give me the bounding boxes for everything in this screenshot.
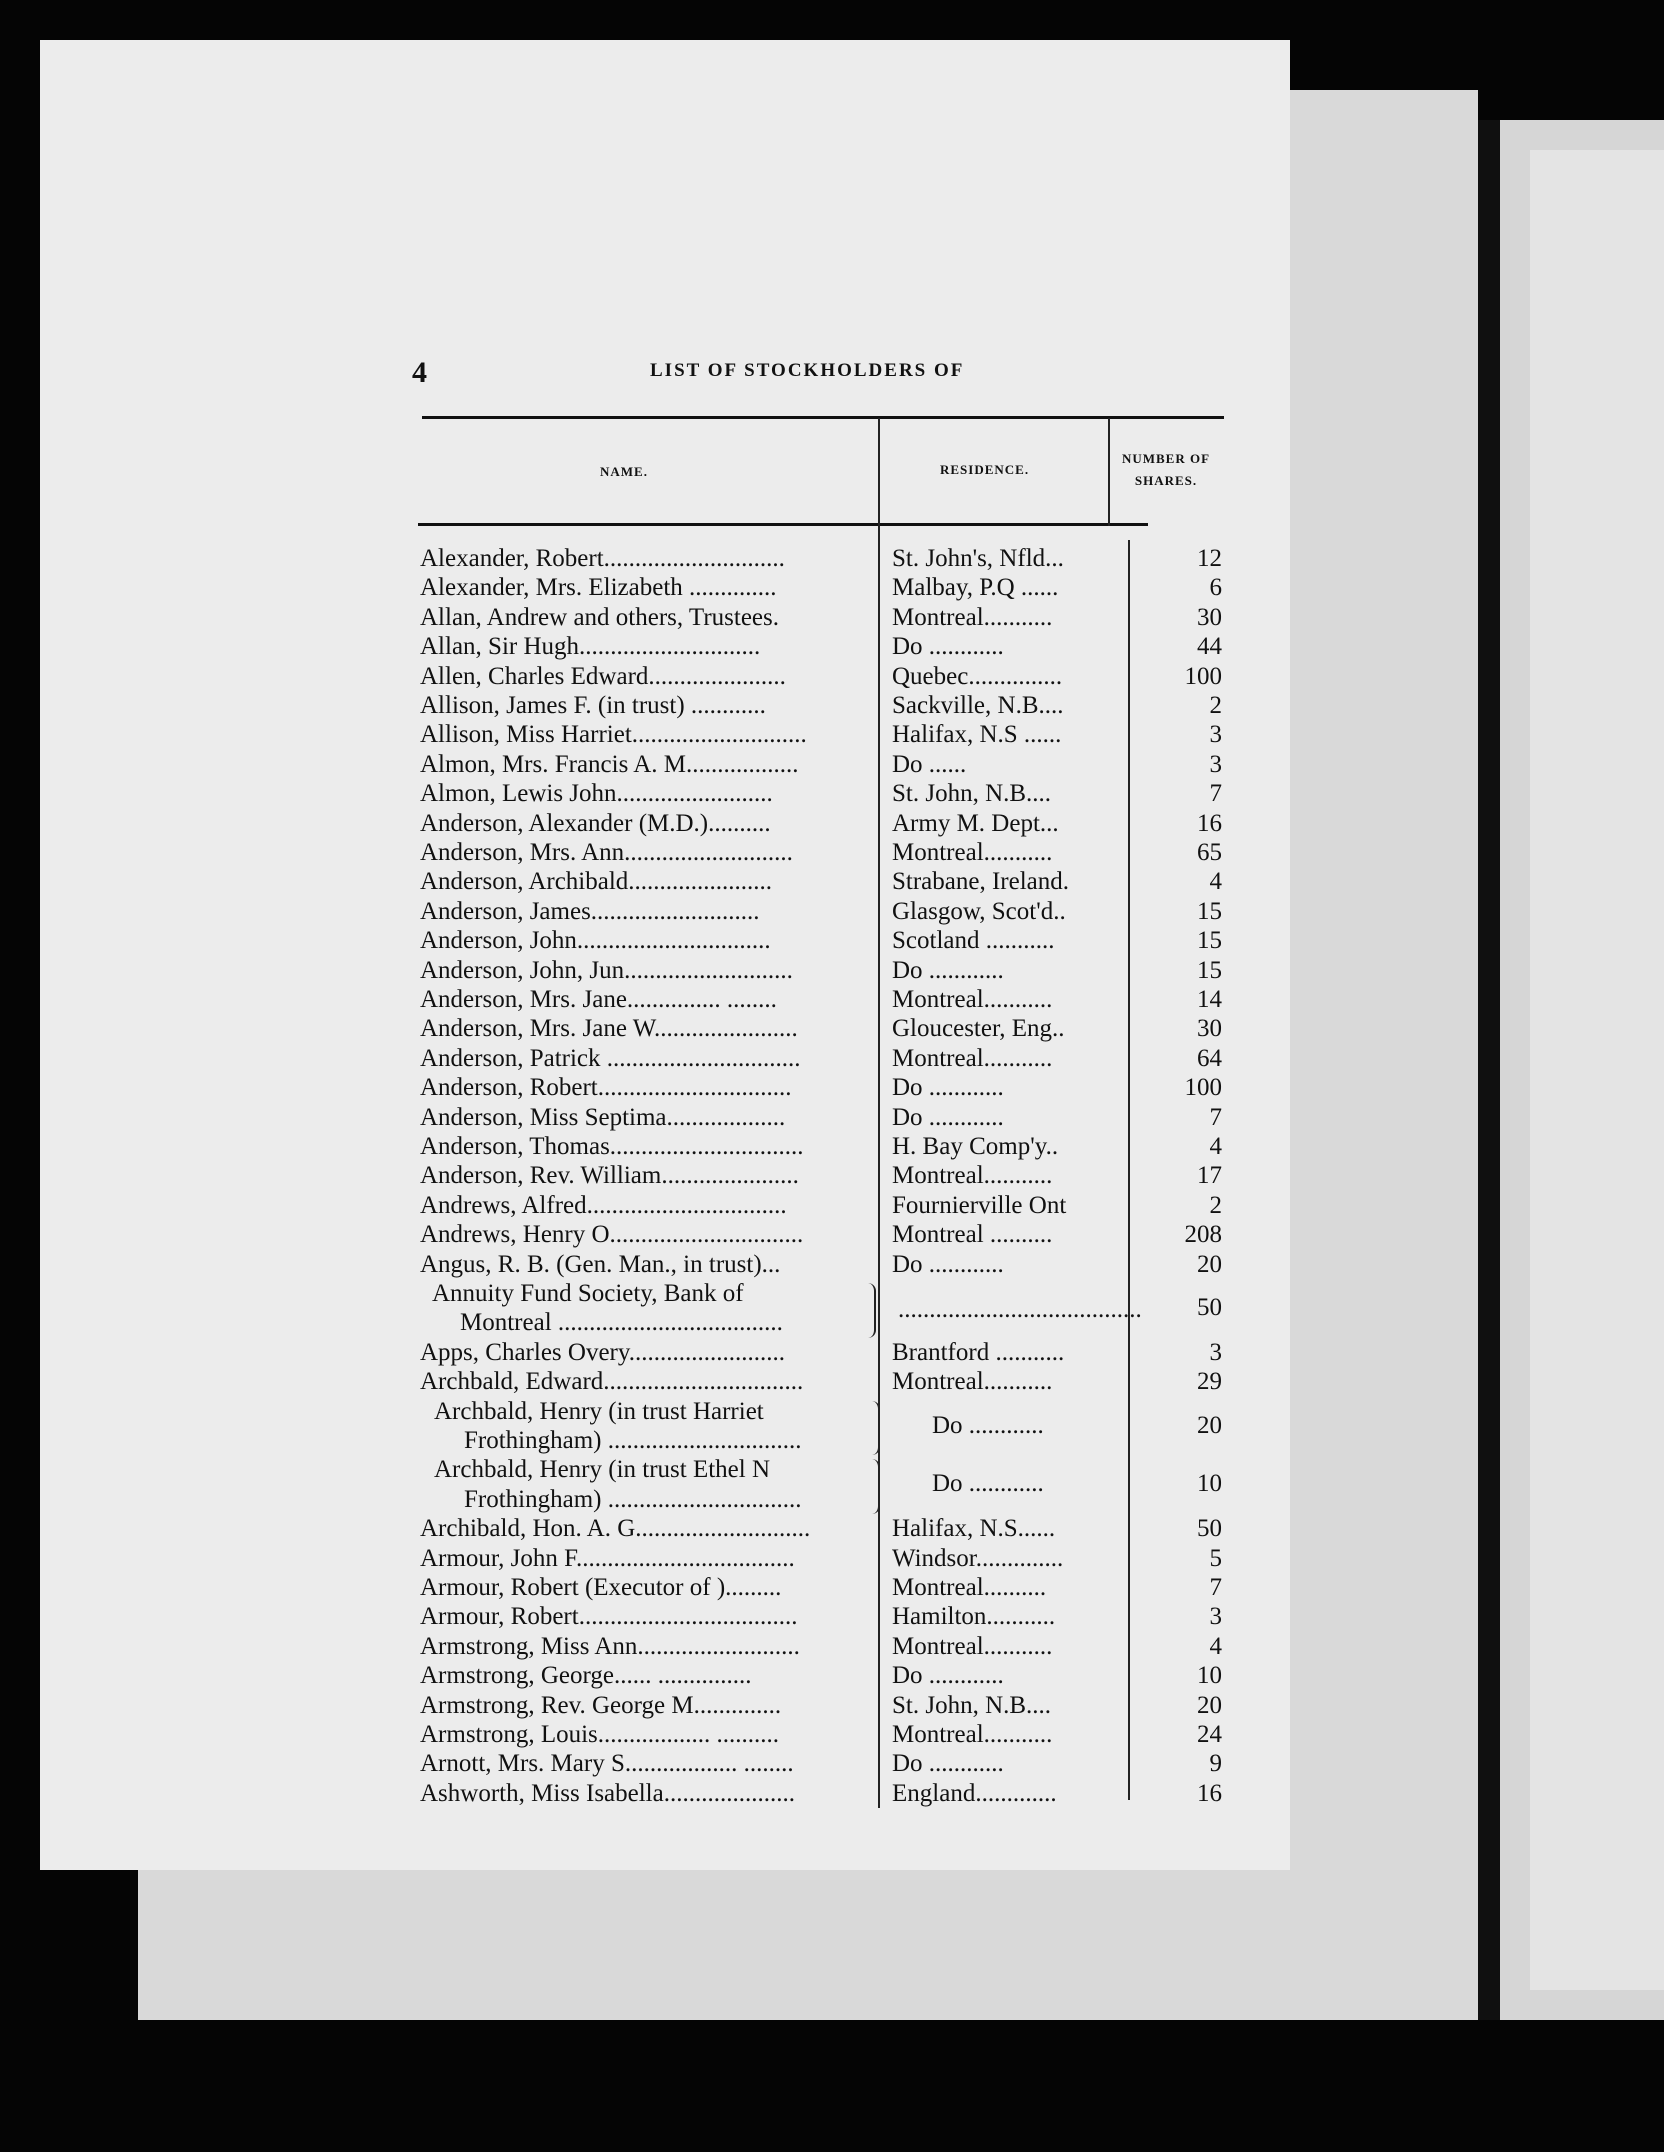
stockholder-shares: 6 <box>1209 574 1222 602</box>
column-divider-name-residence <box>878 418 880 1808</box>
stockholder-shares: 50 <box>1197 1294 1222 1321</box>
stockholder-name: Archbald, Henry (in trust Harriet <box>434 1397 764 1425</box>
stockholder-name: Anderson, Mrs. Jane............... ........ <box>420 986 777 1013</box>
stockholder-name: Anderson, Archibald....................... <box>420 868 773 896</box>
page-number: 4 <box>412 356 427 389</box>
stockholder-name: Allison, James F. (in trust) ............ <box>420 692 766 719</box>
stockholder-residence: Do ............ <box>892 1750 1004 1778</box>
stockholder-shares: 64 <box>1197 1044 1222 1072</box>
stockholder-residence: Halifax, N.S ...... <box>892 721 1062 749</box>
stockholder-shares: 3 <box>1209 1338 1222 1366</box>
stockholder-shares: 7 <box>1209 780 1222 808</box>
stockholder-shares: 208 <box>1184 1221 1222 1249</box>
stockholder-shares: 30 <box>1197 1015 1222 1043</box>
stockholder-residence: Windsor.............. <box>892 1544 1064 1572</box>
stockholder-shares: 100 <box>1184 662 1222 690</box>
stockholder-name: Anderson, John............................... <box>420 927 771 955</box>
book-spine <box>1478 120 1500 2020</box>
stockholder-name-continued: Montreal .................................... <box>460 1309 783 1337</box>
stockholder-residence: Montreal........... <box>892 1044 1053 1072</box>
stockholder-name: Almon, Lewis John......................... <box>420 780 773 808</box>
stockholder-name: Andrews, Henry O............................... <box>420 1221 804 1249</box>
stockholder-name: Anderson, Mrs. Jane W....................... <box>420 1015 798 1043</box>
stockholder-residence: Fournierville Ont <box>892 1191 1067 1219</box>
stockholder-name: Anderson, Mrs. Ann........................... <box>420 839 793 866</box>
stockholder-residence: Strabane, Ireland. <box>892 868 1070 896</box>
stockholder-shares: 10 <box>1197 1470 1222 1498</box>
stockholder-name: Armstrong, Rev. George M.............. <box>420 1691 782 1719</box>
stockholder-shares: 30 <box>1197 603 1222 631</box>
stockholder-name: Armstrong, Miss Ann.......................... <box>420 1632 800 1660</box>
stockholder-shares: 16 <box>1197 809 1222 837</box>
running-head-title: LIST OF STOCKHOLDERS OF <box>650 360 965 381</box>
stockholder-residence: Montreal........... <box>892 1162 1053 1190</box>
stockholder-name-continued: Frothingham) ............................... <box>464 1427 802 1454</box>
stockholder-residence: Gloucester, Eng.. <box>892 1015 1065 1043</box>
stockholder-shares: 29 <box>1197 1368 1222 1396</box>
stockholder-residence: Montreal........... <box>892 986 1053 1013</box>
stockholder-residence: Montreal........... <box>892 839 1053 866</box>
stockholder-shares: 7 <box>1209 1574 1222 1601</box>
column-header-shares: NUMBER OF SHARES. <box>1121 451 1211 488</box>
stockholder-name: Armour, John F................................... <box>420 1544 795 1572</box>
stockholder-name: Andrews, Alfred................................ <box>420 1191 787 1219</box>
stockholder-shares: 15 <box>1197 956 1222 984</box>
stockholder-name: Alexander, Robert............................. <box>420 545 785 572</box>
stockholder-residence: Sackville, N.B.... <box>892 692 1064 719</box>
stockholder-name: Anderson, Rev. William...................... <box>420 1162 799 1190</box>
stockholder-name: Anderson, Alexander (M.D.).......... <box>420 809 771 837</box>
stockholder-residence: Do ............ <box>892 1103 1004 1131</box>
stockholder-shares: 7 <box>1209 1103 1222 1131</box>
stockholder-name: Archbald, Edward................................ <box>420 1368 804 1396</box>
stockholder-name: Armour, Robert................................... <box>420 1603 798 1631</box>
stockholder-shares: 14 <box>1197 986 1222 1013</box>
stockholder-residence: Do ...... <box>892 750 967 778</box>
stockholder-residence: Do ............ <box>892 956 1004 984</box>
stockholder-name: Armstrong, George...... ............... <box>420 1662 752 1690</box>
stockholder-name: Anderson, Robert............................... <box>420 1074 792 1102</box>
stockholder-residence: Montreal........... <box>892 1721 1053 1748</box>
stockholder-shares: 9 <box>1209 1750 1222 1778</box>
stockholder-shares: 50 <box>1197 1515 1222 1543</box>
stockholder-residence: Montreal .......... <box>892 1221 1053 1249</box>
stockholder-name: Ashworth, Miss Isabella..................... <box>420 1779 795 1807</box>
adjacent-page-body <box>1530 150 1664 1990</box>
stockholder-shares: 3 <box>1209 721 1222 749</box>
stockholder-name-continued: Frothingham) ............................... <box>464 1485 802 1513</box>
table-header-rule <box>418 523 1148 526</box>
stockholder-shares: 65 <box>1197 839 1222 866</box>
stockholder-name: Allan, Andrew and others, Trustees. <box>420 603 779 631</box>
stockholder-shares: 20 <box>1197 1691 1222 1719</box>
stockholder-shares: 24 <box>1197 1721 1222 1748</box>
stockholder-residence: St. John, N.B.... <box>892 780 1052 808</box>
stockholder-shares: 2 <box>1209 1191 1222 1219</box>
stockholder-shares: 44 <box>1197 633 1222 661</box>
brace <box>872 1459 880 1514</box>
stockholder-residence: Do ............ <box>892 1074 1004 1102</box>
stockholder-residence: H. Bay Comp'y.. <box>892 1133 1059 1160</box>
stockholder-name: Annuity Fund Society, Bank of <box>432 1280 744 1307</box>
stockholder-residence: Malbay, P.Q ...... <box>892 574 1059 602</box>
stockholder-name: Angus, R. B. (Gen. Man., in trust)... <box>420 1250 781 1278</box>
stockholder-residence: Montreal........... <box>892 1368 1053 1396</box>
stockholder-shares: 12 <box>1197 545 1222 572</box>
stockholder-residence: Army M. Dept... <box>892 809 1059 837</box>
brace <box>872 1401 880 1456</box>
stockholder-residence: Do ............ <box>892 633 1004 661</box>
stockholder-residence: Halifax, N.S...... <box>892 1515 1056 1543</box>
stockholder-shares: 15 <box>1197 927 1222 955</box>
stockholder-residence: England............. <box>892 1779 1057 1807</box>
table-top-rule <box>422 416 1224 419</box>
stockholder-shares: 4 <box>1209 1632 1222 1660</box>
stockholder-shares: 10 <box>1197 1662 1222 1690</box>
stockholder-residence: Montreal........... <box>892 1632 1053 1660</box>
stockholder-residence: Do ............ <box>932 1470 1044 1498</box>
stockholder-residence: Quebec............... <box>892 662 1063 690</box>
stockholder-name: Armstrong, Louis.................. .......... <box>420 1721 780 1748</box>
stockholder-name: Alexander, Mrs. Elizabeth .............. <box>420 574 777 602</box>
stockholder-residence: St. John, N.B.... <box>892 1691 1052 1719</box>
stockholder-name: Anderson, Miss Septima................... <box>420 1103 786 1131</box>
stockholder-name: Archbald, Henry (in trust Ethel N <box>434 1456 771 1484</box>
stockholder-residence: Montreal.......... <box>892 1574 1047 1601</box>
stockholder-residence: Do ............ <box>892 1250 1004 1278</box>
stockholder-residence: St. John's, Nfld... <box>892 545 1064 572</box>
stockholder-name: Anderson, Patrick ............................... <box>420 1044 801 1072</box>
stockholder-shares: 17 <box>1197 1162 1222 1190</box>
stockholder-shares: 4 <box>1209 1133 1222 1160</box>
stockholder-shares: 4 <box>1209 868 1222 896</box>
stockholder-residence: Glasgow, Scot'd.. <box>892 897 1066 925</box>
stockholder-shares: 3 <box>1209 1603 1222 1631</box>
stockholder-name: Archibald, Hon. A. G............................ <box>420 1515 811 1543</box>
stockholder-name: Apps, Charles Overy......................... <box>420 1338 786 1366</box>
stockholder-name: Allan, Sir Hugh............................. <box>420 633 761 661</box>
stockholder-residence: Do ............ <box>892 1662 1004 1690</box>
stockholder-name: Anderson, John, Jun........................... <box>420 956 793 984</box>
stockholder-shares: 20 <box>1197 1250 1222 1278</box>
stockholder-shares: 3 <box>1209 750 1222 778</box>
stockholder-shares: 16 <box>1197 1779 1222 1807</box>
stockholder-shares: 20 <box>1197 1411 1222 1439</box>
stockholder-shares: 5 <box>1209 1544 1222 1572</box>
stockholder-name: Arnott, Mrs. Mary S.................. ........ <box>420 1750 794 1778</box>
stockholder-name: Almon, Mrs. Francis A. M.................. <box>420 750 799 778</box>
stockholder-shares: 100 <box>1184 1074 1222 1102</box>
stockholder-name: Allen, Charles Edward...................... <box>420 662 786 690</box>
column-header-name: NAME. <box>600 464 648 479</box>
stockholder-residence: Hamilton........... <box>892 1603 1056 1631</box>
stockholder-residence: Brantford ........... <box>892 1338 1065 1366</box>
stockholder-residence: Scotland ........... <box>892 927 1055 955</box>
stockholder-name: Anderson, James........................... <box>420 897 760 925</box>
stockholder-name: Armour, Robert (Executor of )......... <box>420 1574 782 1601</box>
stockholder-shares: 2 <box>1209 692 1222 719</box>
stockholder-name: Allison, Miss Harriet............................ <box>420 721 807 749</box>
stockholder-residence: Montreal........... <box>892 603 1053 631</box>
column-header-residence: RESIDENCE. <box>940 462 1030 477</box>
stockholder-name: Anderson, Thomas............................... <box>420 1133 804 1160</box>
stockholder-residence: ....................................... <box>898 1296 1142 1323</box>
stockholder-shares: 15 <box>1197 897 1222 925</box>
brace <box>868 1283 876 1338</box>
stockholder-residence: Do ............ <box>932 1411 1044 1439</box>
